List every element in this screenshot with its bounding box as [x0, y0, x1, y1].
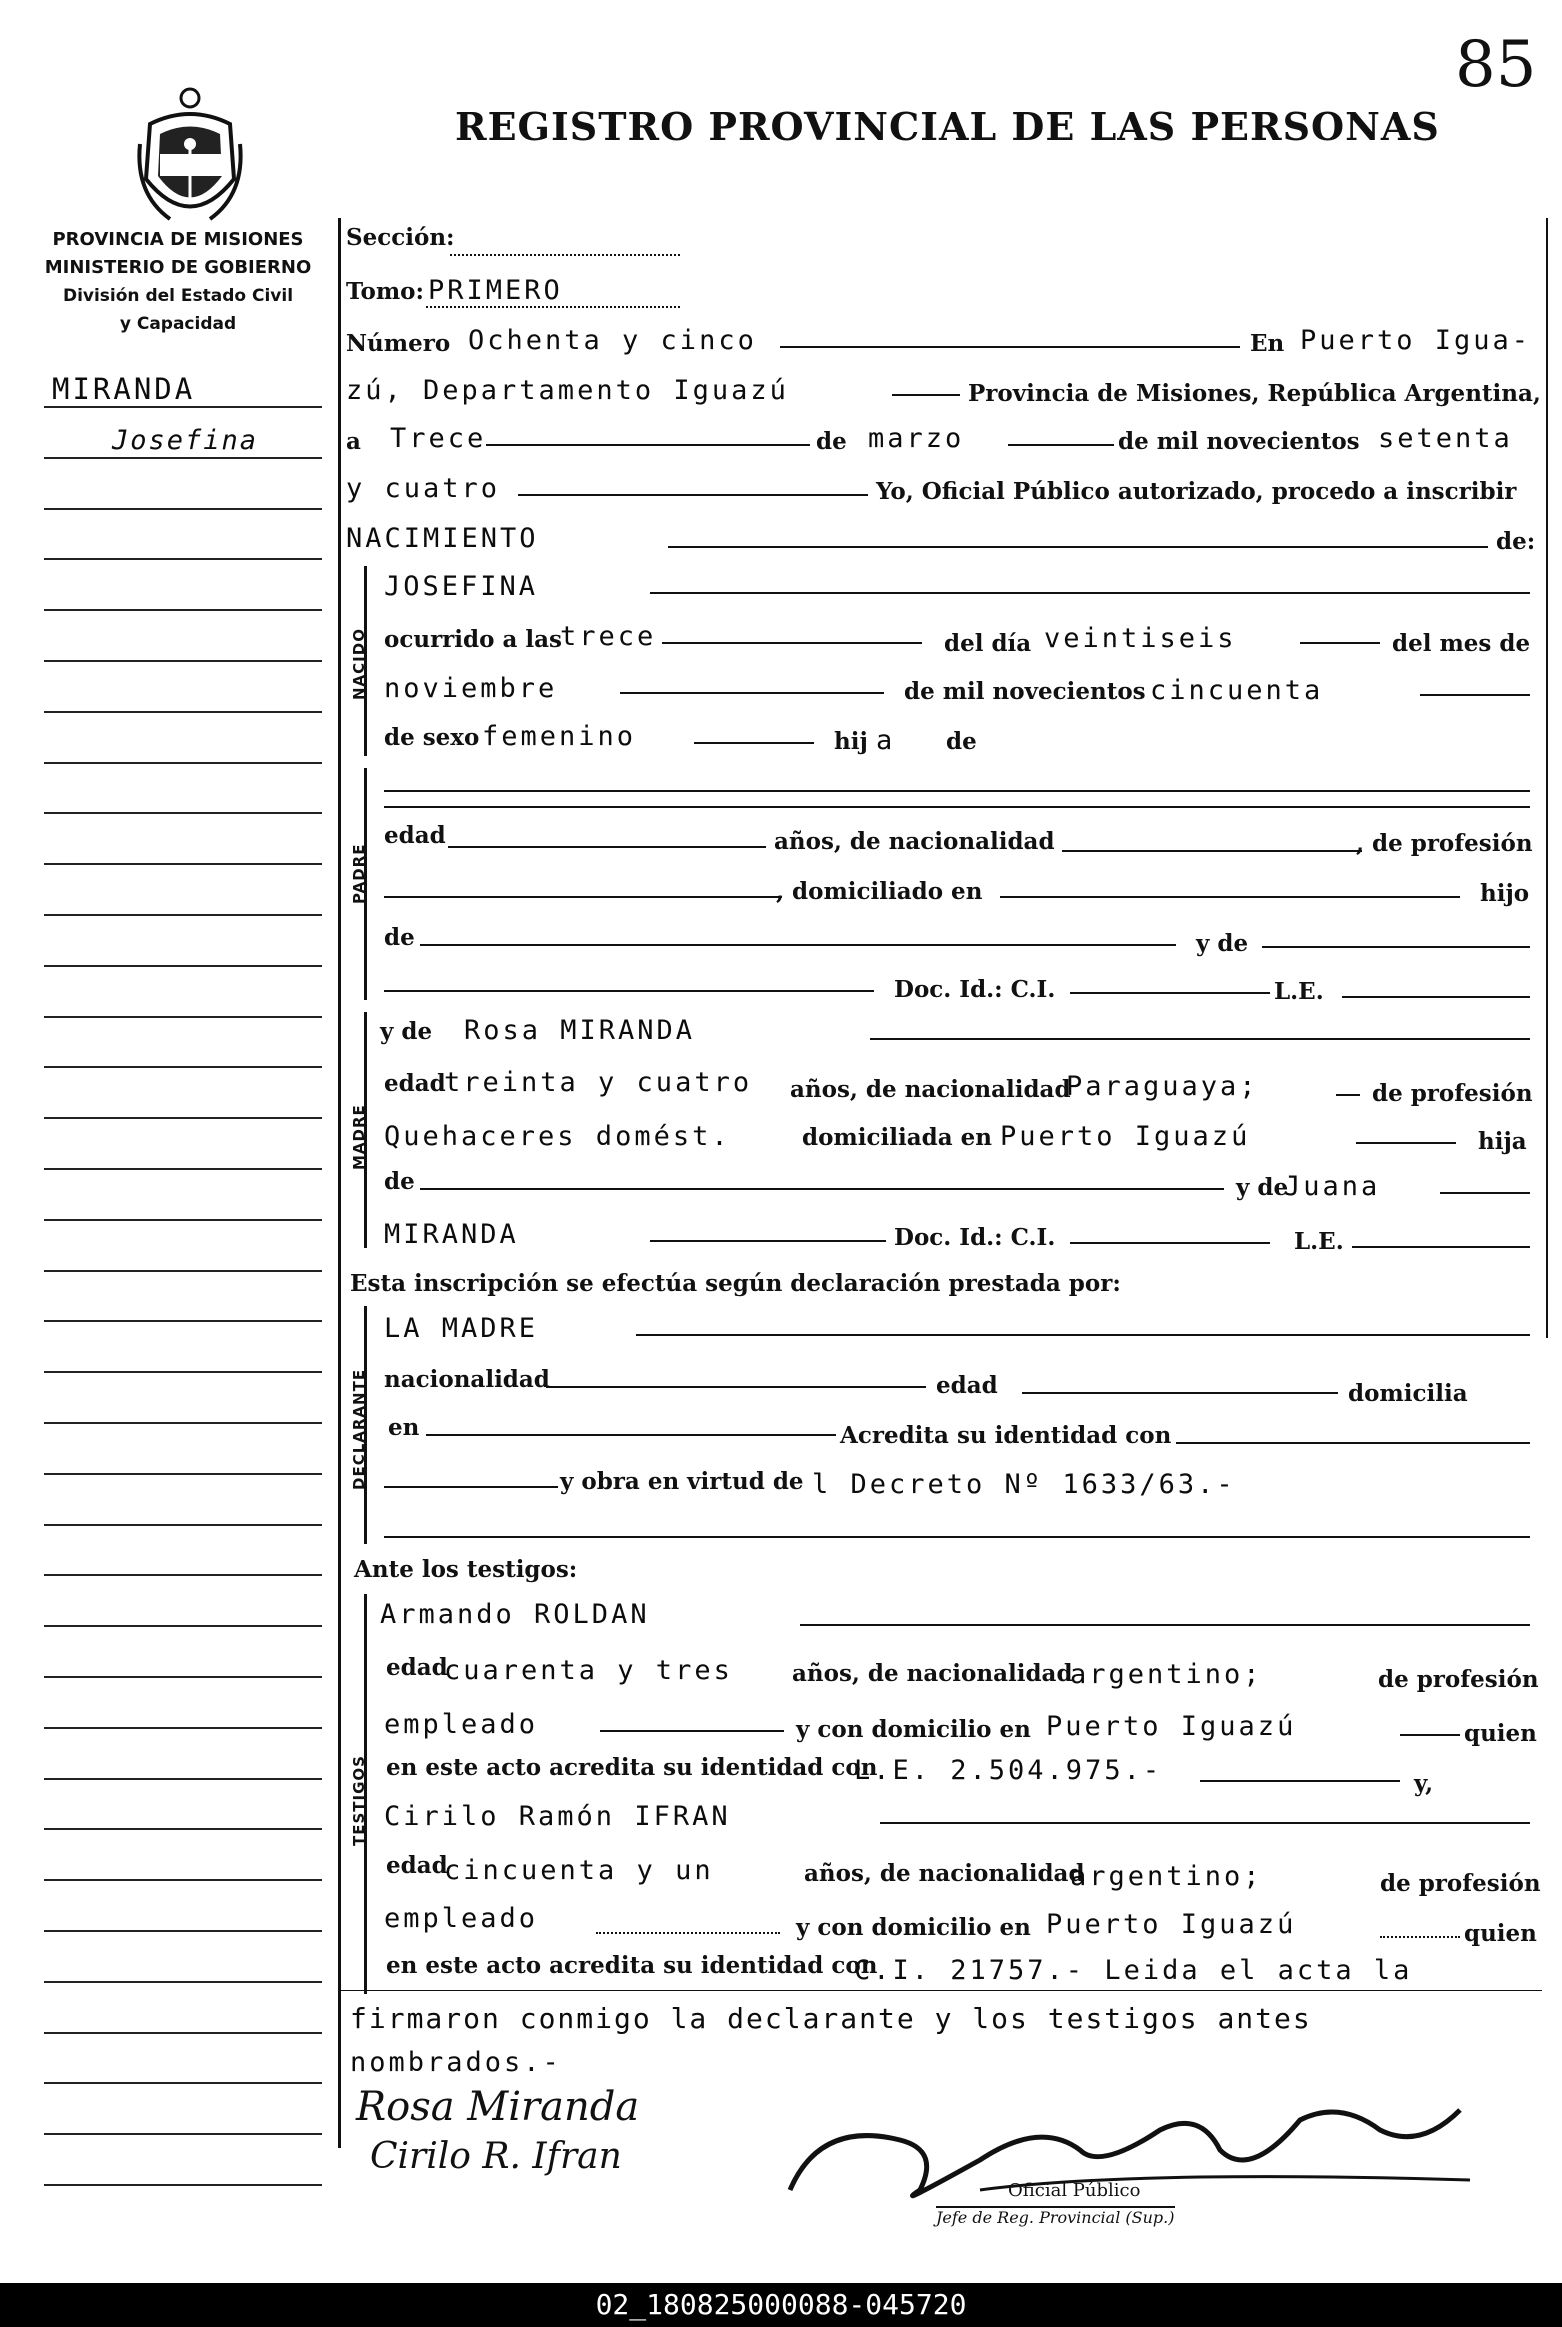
nacido-mes-line [620, 692, 884, 694]
declaracion-text: Esta inscripción se efectúa según declaración prestada por: [350, 1270, 1121, 1297]
anio-line [518, 494, 868, 496]
madre-anos-label: años, de nacionalidad [790, 1076, 1071, 1103]
left-ruled-line [44, 965, 322, 967]
tipo-value: NACIMIENTO [346, 523, 539, 554]
footer-code: 02_180825000088-045720 [0, 2283, 1562, 2327]
padre-ci-line [1070, 992, 1270, 994]
madre-section-label: MADRE [350, 1104, 368, 1170]
stamp-line-1: Oficial Público [1008, 2180, 1141, 2201]
left-ruled-line [44, 1574, 322, 1576]
t1-edad-label: edad [386, 1654, 448, 1681]
madre-nombre: Rosa MIRANDA [464, 1015, 696, 1046]
mes-line [1008, 444, 1114, 446]
left-ruled-line [44, 1422, 322, 1424]
left-ruled-line [44, 1828, 322, 1830]
madre-madre-value: Juana [1284, 1171, 1381, 1202]
main-right-border [1546, 218, 1548, 1338]
t1-prof-value: empleado [384, 1709, 539, 1740]
left-ruled-line [44, 1168, 322, 1170]
left-ruled-line [44, 1727, 322, 1729]
signature-cirilo: Cirilo R. Ifran [370, 2136, 622, 2177]
left-ruled-line [44, 1778, 322, 1780]
declarante-nac-label: nacionalidad [384, 1366, 550, 1393]
declarante-en-label: en [388, 1414, 420, 1441]
dia-line [486, 444, 810, 446]
en-value: Puerto Igua- [1300, 325, 1532, 356]
left-ruled-line [44, 914, 322, 916]
nacido-section-label: NACIDO [350, 628, 368, 700]
padre-dom-line [1000, 896, 1460, 898]
t1-nombre-line [800, 1624, 1530, 1626]
t1-dom-line [1400, 1734, 1460, 1736]
tomo-label: Tomo: [346, 278, 424, 305]
madre-y-de2-label: y de [1236, 1174, 1289, 1201]
madre-profesion-label: de profesión [1372, 1080, 1533, 1107]
padre-le-line [1342, 996, 1530, 998]
left-ruled-line [44, 1320, 322, 1322]
left-ruled-line [44, 1879, 322, 1881]
t2-prof-value: empleado [384, 1903, 539, 1934]
left-ruled-line [44, 1930, 322, 1932]
madre-le-label: L.E. [1294, 1228, 1344, 1255]
padre-y-de-line [1262, 946, 1530, 948]
t2-nombre-line [880, 1822, 1530, 1824]
t1-anos-label: años, de nacionalidad [792, 1660, 1073, 1687]
left-ruled-line [44, 812, 322, 814]
left-ruled-line [44, 1066, 322, 1068]
declarante-edad-line [1022, 1392, 1338, 1394]
madre-domicilio-value: Puerto Iguazú [1000, 1121, 1251, 1152]
left-ruled-line [44, 1524, 322, 1526]
testigos-label: Ante los testigos: [354, 1556, 578, 1583]
madre-hija-label: hija [1478, 1128, 1527, 1155]
mes-value: marzo [868, 423, 965, 454]
left-ruled-line [44, 609, 322, 611]
padre-profesion-label: , de profesión [1356, 830, 1533, 857]
madre-dom-line [1356, 1142, 1456, 1144]
madre-doc-line [650, 1240, 886, 1242]
declarante-nombre-line [636, 1334, 1530, 1336]
t1-acredita-label: en este acto acredita su identidad con [386, 1754, 878, 1781]
page-number: 85 [1455, 28, 1537, 102]
left-ruled-line [44, 1270, 322, 1272]
sexo-value: femenino [482, 721, 637, 752]
madre-edad-value: treinta y cuatro [444, 1067, 753, 1098]
left-header [28, 226, 328, 338]
tipo-line [668, 546, 1488, 548]
madre-nac-line [1336, 1094, 1360, 1096]
ministry-label: MINISTERIO DE GOBIERNO [44, 257, 312, 278]
signature-rosa-miranda: Rosa Miranda [356, 2084, 640, 2130]
madre-doc-label: Doc. Id.: C.I. [894, 1224, 1056, 1251]
nacido-anio-value: cincuenta [1150, 675, 1324, 706]
en-label: En [1250, 330, 1285, 357]
left-ruled-line [44, 863, 322, 865]
padre-doc-line [384, 990, 874, 992]
madre-ci-line [1070, 1242, 1270, 1244]
left-ruled-line [44, 1219, 322, 1221]
nacido-dia-line [1300, 642, 1380, 644]
declarante-bottom-line [384, 1536, 1530, 1538]
provincia-text: Provincia de Misiones, República Argentina, [968, 380, 1541, 407]
t2-edad-value: cincuenta y un [444, 1855, 714, 1886]
nacido-mes-value: noviembre [384, 673, 558, 704]
testigos-section-label: TESTIGOS [350, 1755, 368, 1846]
page-title: REGISTRO PROVINCIAL DE LAS PERSONAS [455, 104, 1440, 149]
division-label: División del Estado Civil [62, 286, 294, 306]
de-label: de [816, 428, 847, 455]
anio-value-cont: y cuatro [346, 473, 501, 504]
t1-dom-value: Puerto Iguazú [1046, 1711, 1297, 1742]
hij-label: hij [834, 728, 868, 755]
oficial-text: Yo, Oficial Público autorizado, procedo a inscribir [876, 478, 1517, 505]
nacido-anio-line [1420, 694, 1530, 696]
declarante-acredita-label: Acredita su identidad con [840, 1422, 1172, 1449]
nacido-dia-value: veintiseis [1044, 623, 1237, 654]
left-ruled-line [44, 711, 322, 713]
hora-value: trece [560, 621, 657, 652]
numero-label: Número [346, 330, 451, 357]
madre-nombre-line [870, 1038, 1530, 1040]
del-mes-label: del mes de [1392, 630, 1531, 657]
left-ruled-line [44, 1625, 322, 1627]
padre-doc-label: Doc. Id.: C.I. [894, 976, 1056, 1003]
padre-edad-label: edad [384, 822, 446, 849]
left-ruled-line [44, 2082, 322, 2084]
t2-edad-label: edad [386, 1852, 448, 1879]
main-left-border [338, 218, 341, 2148]
t1-doc-value: L.E. 2.504.975.- [854, 1755, 1163, 1786]
left-ruled-line [44, 660, 322, 662]
t1-doc-line [1200, 1780, 1400, 1782]
padre-de-line [420, 944, 1176, 946]
left-ruled-line [44, 2032, 322, 2034]
hora-line [662, 642, 922, 644]
t2-anos-label: años, de nacionalidad [804, 1860, 1085, 1887]
left-ruled-line [44, 762, 322, 764]
t2-dom-label: y con domicilio en [796, 1914, 1031, 1941]
declarante-nac-line [546, 1386, 926, 1388]
dia-value: Trece [390, 423, 487, 454]
province-label: PROVINCIA DE MISIONES [52, 229, 304, 250]
left-ruled-line [44, 1117, 322, 1119]
national-crest-icon [130, 84, 250, 234]
madre-madre-line [1440, 1192, 1530, 1194]
tomo-value: PRIMERO [428, 275, 563, 306]
mil-label: de mil novecientos [904, 678, 1146, 705]
padre-le-label: L.E. [1274, 978, 1324, 1005]
madre-le-line [1352, 1246, 1530, 1248]
closing-line-1: firmaron conmigo la declarante y los testigos antes [350, 2002, 1312, 2035]
declarante-acredita-line [1176, 1442, 1530, 1444]
madre-madre-cont: MIRANDA [384, 1219, 519, 1250]
madre-edad-label: edad [384, 1070, 446, 1097]
t1-edad-value: cuarenta y tres [444, 1655, 733, 1686]
padre-nac-line [1062, 850, 1362, 852]
del-dia-label: del día [944, 630, 1032, 657]
padre-section-label: PADRE [350, 843, 368, 904]
left-ruled-line [44, 2184, 322, 2186]
padre-profesion-line [384, 896, 782, 898]
capacidad-label: y Capacidad [119, 314, 237, 334]
anio-value: setenta [1378, 423, 1513, 454]
t2-dom-line [1380, 1936, 1460, 1938]
madre-domiciliada-label: domiciliada en [802, 1124, 992, 1151]
a-label: a [346, 428, 361, 455]
declarante-edad-label: edad [936, 1372, 998, 1399]
left-ruled-line [44, 2133, 322, 2135]
en-value-cont: zú, Departamento Iguazú [346, 375, 789, 406]
closing-line-2: nombrados.- [350, 2047, 562, 2078]
declarante-section-label: DECLARANTE [350, 1368, 368, 1490]
t2-quien-label: quien [1464, 1920, 1537, 1947]
padre-anos-label: años, de nacionalidad [774, 828, 1055, 855]
left-ruled-line [44, 1473, 322, 1475]
madre-de-label: de [384, 1168, 415, 1195]
left-ruled-line [44, 1981, 322, 1983]
tomo-line [426, 306, 680, 308]
stamp-line-2: Jefe de Reg. Provincial (Sup.) [936, 2208, 1175, 2227]
madre-profesion-value: Quehaceres domést. [384, 1121, 731, 1152]
left-ruled-line [44, 1371, 322, 1373]
t2-prof-line [596, 1932, 780, 1934]
seccion-line [450, 254, 680, 256]
t1-quien-label: quien [1464, 1720, 1537, 1747]
ocurrido-label: ocurrido a las [384, 626, 562, 653]
seccion-label: Sección: [346, 224, 455, 251]
t2-nombre: Cirilo Ramón IFRAN [384, 1801, 731, 1832]
margin-given-name: Josefina [112, 425, 259, 456]
left-ruled-line [44, 508, 322, 510]
sexo-label: de sexo [384, 724, 480, 751]
padre-domiciliado-label: , domiciliado en [776, 878, 983, 905]
declarante-nombre: LA MADRE [384, 1313, 539, 1344]
madre-de-line [420, 1188, 1224, 1190]
left-ruled-line [44, 1676, 322, 1678]
nacido-nombre: JOSEFINA [384, 571, 539, 602]
padre-name-line-2 [384, 806, 1530, 808]
mil-text: de mil novecientos [1118, 428, 1360, 455]
sexo-line [694, 742, 814, 744]
padre-hijo-label: hijo [1480, 880, 1530, 907]
t1-dom-label: y con domicilio en [796, 1716, 1031, 1743]
margin-surname: MIRANDA [52, 372, 196, 406]
left-ruled-line [44, 1016, 322, 1018]
padre-name-line [384, 790, 1530, 792]
padre-de-label: de [384, 924, 415, 951]
nacido-de-label: de [946, 728, 977, 755]
declarante-obra-line [384, 1486, 558, 1488]
declarante-en-line [426, 1434, 836, 1436]
declarante-obra-value: l Decreto Nº 1633/63.- [812, 1469, 1236, 1500]
declarante-obra-label: y obra en virtud de [560, 1468, 804, 1495]
t2-prof-label: de profesión [1380, 1870, 1541, 1897]
madre-nac-value: Paraguaya; [1066, 1071, 1259, 1102]
numero-value: Ochenta y cinco [468, 325, 757, 356]
left-ruled-line [44, 457, 322, 459]
declarante-domicilia-label: domicilia [1348, 1380, 1468, 1407]
t1-nac-value: argentino; [1070, 1659, 1263, 1690]
padre-y-de-label: y de [1196, 930, 1249, 957]
left-ruled-line [44, 558, 322, 560]
nacido-nombre-line [650, 592, 1530, 594]
numero-line [780, 346, 1240, 348]
t1-nombre: Armando ROLDAN [380, 1599, 650, 1630]
hij-value: a [876, 725, 896, 756]
closing-rule [338, 1990, 1542, 1991]
en-line [892, 394, 960, 396]
left-ruled-line [44, 406, 322, 408]
madre-y-de-label: y de [380, 1018, 433, 1045]
padre-edad-line [448, 846, 766, 848]
t1-prof-label: de profesión [1378, 1666, 1539, 1693]
t1-prof-line [600, 1730, 784, 1732]
t2-doc-value: C.I. 21757.- Leida el acta la [854, 1955, 1413, 1986]
t2-acredita-label: en este acto acredita su identidad con [386, 1952, 878, 1979]
t1-y-label: y, [1414, 1770, 1434, 1797]
t2-nac-value: argentino; [1070, 1861, 1263, 1892]
de-colon: de: [1496, 528, 1536, 555]
t2-dom-value: Puerto Iguazú [1046, 1909, 1297, 1940]
